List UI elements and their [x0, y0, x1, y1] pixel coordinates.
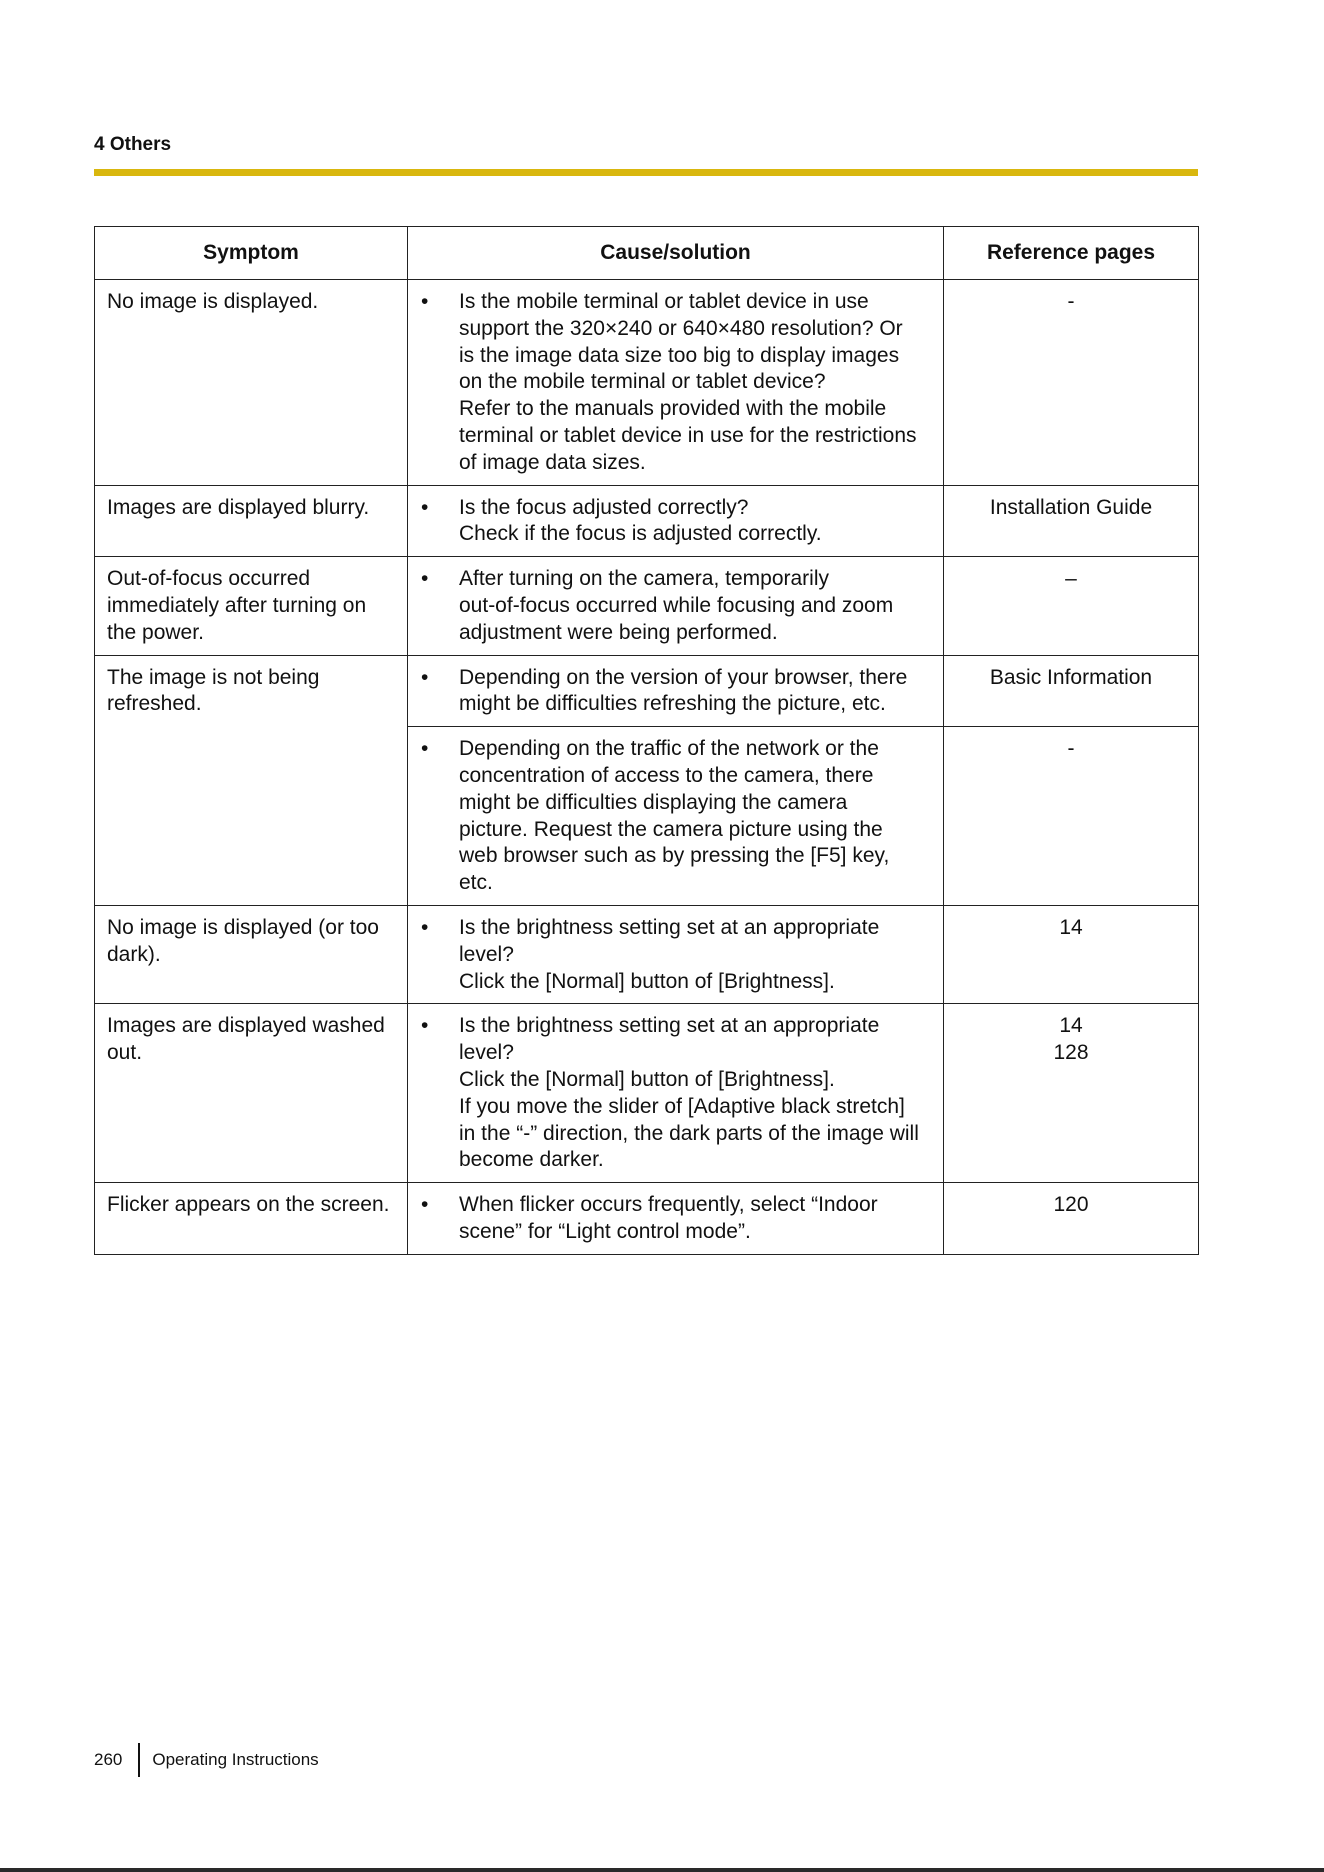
- table-header: [95, 227, 1199, 280]
- bullet-icon: •: [421, 290, 429, 313]
- bullet-item: [420, 566, 931, 646]
- cause-text-line: If you move the slider of [Adaptive black stretch]: [459, 1094, 905, 1118]
- document-title: Operating Instructions: [152, 1750, 319, 1769]
- bullet-icon: •: [421, 1014, 429, 1038]
- cause-text-line: Is the focus adjusted correctly?: [459, 495, 749, 519]
- cause-text-line: terminal or tablet device in use for the restrictions: [459, 423, 917, 447]
- bullet-item: [420, 495, 931, 549]
- table-row: [95, 1004, 1199, 1183]
- section-divider: [94, 169, 1198, 176]
- symptom-cell: Flicker appears on the screen.: [95, 1183, 408, 1255]
- symptom-cell: Images are displayed washed out.: [95, 1004, 408, 1183]
- reference-page: 14: [1059, 915, 1083, 939]
- cause-solution-cell: [408, 1183, 944, 1255]
- cause-solution-cell: [408, 1004, 944, 1183]
- symptom-cell: Out-of-focus occurred immediately after turning on the power.: [95, 557, 408, 655]
- column-header-cause-solution: Cause/solution: [408, 227, 944, 280]
- cause-solution-cell: [408, 280, 944, 486]
- cause-solution-cell: [408, 727, 944, 906]
- column-header-symptom: Symptom: [95, 227, 408, 280]
- cause-text-line: etc.: [459, 871, 493, 895]
- symptom-cell: No image is displayed (or too dark).: [95, 905, 408, 1003]
- reference-cell: [944, 557, 1199, 655]
- bullet-item: [420, 665, 931, 719]
- cause-text-line: concentration of access to the camera, there: [459, 763, 874, 787]
- cause-solution-cell: [408, 905, 944, 1003]
- reference-cell: [944, 727, 1199, 906]
- cause-text-line: might be difficulties displaying the camera: [459, 790, 848, 814]
- cause-text-line: support the 320×240 or 640×480 resolution? Or: [459, 316, 903, 340]
- cause-text-line: in the “-” direction, the dark parts of the image will: [459, 1121, 919, 1145]
- cause-text-line: of image data sizes.: [459, 450, 646, 474]
- reference-page: -: [1067, 737, 1075, 761]
- cause-text-line: web browser such as by pressing the [F5] key,: [459, 844, 890, 868]
- cause-text-line: level?: [459, 942, 514, 966]
- reference-cell: [944, 655, 1199, 727]
- cause-text-line: scene” for “Light control mode”.: [459, 1219, 751, 1243]
- footer-separator: [138, 1743, 140, 1777]
- cause-text-line: become darker.: [459, 1148, 604, 1172]
- reference-cell: [944, 1183, 1199, 1255]
- cause-text-line: Is the brightness setting set at an appropriate: [459, 915, 880, 939]
- cause-text-line: Is the mobile terminal or tablet device in use: [459, 290, 869, 313]
- table-row: [95, 655, 1199, 727]
- column-header-reference-pages: Reference pages: [944, 227, 1199, 280]
- reference-page: Installation Guide: [989, 495, 1153, 519]
- bullet-icon: •: [421, 737, 429, 761]
- bullet-item: [420, 915, 931, 995]
- bullet-icon: •: [421, 567, 429, 591]
- cause-text-line: Click the [Normal] button of [Brightness].: [459, 1067, 835, 1091]
- reference-page: 120: [1053, 1193, 1089, 1217]
- page-footer: [94, 1743, 319, 1777]
- cause-text-line: adjustment were being performed.: [459, 620, 778, 644]
- bullet-item: [420, 1013, 931, 1174]
- reference-page: –: [1065, 567, 1077, 591]
- symptom-cell: The image is not being refreshed.: [95, 655, 408, 905]
- cause-text-line: When flicker occurs frequently, select “Indoor: [459, 1193, 878, 1217]
- cause-text-line: Depending on the version of your browser, there: [459, 665, 908, 689]
- cause-text-line: is the image data size too big to display images: [459, 343, 900, 367]
- bullet-icon: •: [421, 665, 429, 689]
- cause-solution-cell: [408, 655, 944, 727]
- reference-cell: [944, 485, 1199, 557]
- cause-text-line: might be difficulties refreshing the picture, etc.: [459, 692, 886, 716]
- cause-text-line: Refer to the manuals provided with the mobile: [459, 397, 887, 421]
- reference-cell: [944, 280, 1199, 486]
- table-row: [95, 1183, 1199, 1255]
- cause-text-line: out-of-focus occurred while focusing and zoom: [459, 593, 894, 617]
- bullet-item: [420, 1192, 931, 1246]
- cause-text-line: picture. Request the camera picture using the: [459, 817, 883, 841]
- cause-solution-cell: [408, 557, 944, 655]
- bullet-item: [420, 289, 931, 477]
- cause-text-line: level?: [459, 1041, 514, 1065]
- reference-cell: [944, 905, 1199, 1003]
- bullet-icon: •: [421, 915, 429, 939]
- bullet-icon: •: [421, 1193, 429, 1217]
- header-row: [95, 227, 1199, 280]
- cause-solution-cell: [408, 485, 944, 557]
- table-row: [95, 280, 1199, 486]
- bullet-item: [420, 736, 931, 897]
- troubleshooting-table: [94, 226, 1199, 1255]
- cause-text-line: After turning on the camera, temporarily: [459, 567, 830, 591]
- reference-page: Basic Information: [989, 665, 1153, 689]
- page-number: 260: [94, 1750, 123, 1769]
- table-row: [95, 485, 1199, 557]
- reference-page: 128: [1053, 1041, 1089, 1065]
- section-title: 4 Others: [94, 134, 172, 155]
- symptom-cell: No image is displayed.: [95, 280, 408, 486]
- symptom-cell: Images are displayed blurry.: [95, 485, 408, 557]
- cause-text-line: Check if the focus is adjusted correctly.: [459, 522, 822, 546]
- cause-text-line: Depending on the traffic of the network or the: [459, 737, 879, 761]
- bullet-icon: •: [421, 495, 429, 519]
- reference-page: -: [1067, 290, 1075, 313]
- page-bottom-border: [0, 1868, 1324, 1872]
- reference-cell: [944, 1004, 1199, 1183]
- table-body: [95, 280, 1199, 1255]
- cause-text-line: on the mobile terminal or tablet device?: [459, 370, 826, 394]
- table-row: [95, 905, 1199, 1003]
- reference-page: 14: [1059, 1014, 1083, 1038]
- cause-text-line: Click the [Normal] button of [Brightness].: [459, 969, 835, 993]
- table-row: [95, 557, 1199, 655]
- cause-text-line: Is the brightness setting set at an appropriate: [459, 1014, 880, 1038]
